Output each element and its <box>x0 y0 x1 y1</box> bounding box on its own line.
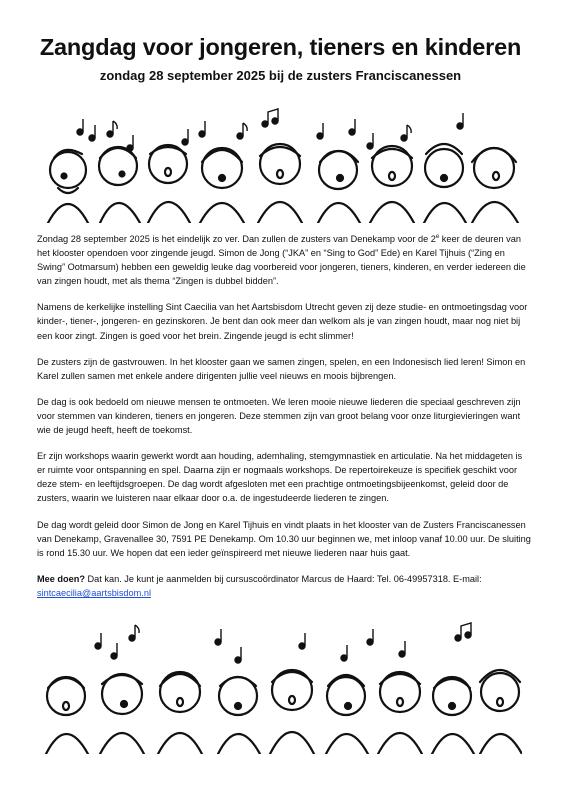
paragraph-intro-b: keer de deuren van het klooster opendoen voor zingende jeugd. Simon de Jong (“JKA” en “Sing to God” Ede) en Karel Tijhuis (“Zing en Swing” Ootmarsum) hebben een geweldig leuke dag voorbereid voor jongeren, tieners, kinderen, en verder iedereen die van zingen houdt, met als thema “Zingen is dubbel bidden”. <box>37 234 526 287</box>
singing-child-illustration <box>100 674 144 754</box>
singing-child-illustration <box>48 150 88 223</box>
ordinal-superscript: e <box>435 233 440 240</box>
singing-child-illustration <box>46 677 88 754</box>
page-subtitle: zondag 28 september 2025 bij de zusters Franciscanessen <box>99 68 462 83</box>
body-text <box>37 232 531 612</box>
music-note-icon <box>199 121 205 137</box>
singing-child-illustration <box>378 672 422 754</box>
music-note-icon <box>455 623 471 641</box>
email-link[interactable]: sintcaecilia@aartsbisdom.nl <box>37 587 152 598</box>
paragraph-hosts: De zusters zijn de gastvrouwen. In het klooster gaan we samen zingen, spelen, en een Indonesisch lied leren! Simon en Karel zullen samen met enkele andere dirigenten jullie veel nieuws en moois bijbrengen. <box>37 356 526 381</box>
singing-child-illustration <box>258 144 302 223</box>
music-note-icon <box>89 125 95 141</box>
singing-child-illustration <box>270 670 314 754</box>
paragraph-location: De dag wordt geleid door Simon de Jong en Karel Tijhuis en vindt plaats in het klooster van de Zusters Franciscanessen van Denekamp, Gravenallee 30, 7591 PE Denekamp. Om 10.30 uur beginnen we, met inloop vanaf 10.00 uur. De sluiting is rond 15.30 uur. We hopen dat een ieder geïnspireerd met nieuwe liederen naar huis gaat. <box>37 519 531 558</box>
singing-children <box>48 144 518 223</box>
choir-illustration-bottom <box>40 622 522 754</box>
paragraph-organisers: Namens de kerkelijke instelling Sint Caecilia van het Aartsbisdom Utrecht geven zij deze studie- en ontmoetingsdag voor kinder-, tiener-, jongeren- en gezinskoren. Je bent dan ook meer dan welkom als je van zingen houdt, maar nog niet bij een koor zingt. Zingen is goed voor het brein. Zingende jeugd is echt slimmer! <box>37 302 528 341</box>
choir-illustration-top <box>40 108 522 223</box>
music-note-icon <box>317 123 323 139</box>
music-note-icon <box>299 633 305 649</box>
music-note-icon <box>77 119 83 135</box>
music-note-icon <box>367 629 373 645</box>
signup-label: Mee doen? <box>37 573 85 584</box>
paragraph-intro <box>37 232 531 288</box>
singing-child-illustration <box>99 147 140 223</box>
music-note-icon <box>367 133 373 149</box>
music-note-icon <box>95 633 101 649</box>
page-title: Zangdag voor jongeren, tieners en kinderen <box>39 34 522 60</box>
paragraph-workshops: Er zijn workshops waarin gewerkt wordt aan houding, ademhaling, stemgymnastiek en articulatie. Na het middageten is er ruimte voor ontspanning en spel. Daarna zijn er nogmaals workshops. De repertoirekeuze is specifiek geschikt voor deze stem- en leeftijdsgroepen. De dag wordt afgesloten met een prachtige ontmoetingsbijeenkomst, geleid door de zusters, waarin we luisteren naar elkaar door o.a. de ingestudeerde liederen te zingen. <box>37 451 523 504</box>
singing-child-illustration <box>432 677 474 754</box>
paragraph-purpose: De dag is ook bedoeld om nieuwe mensen te ontmoeten. We leren mooie nieuwe liederen die speciaal geschreven zijn voor stemmen van kinderen, tieners en jongeren. Deze stemmen zijn van groot belang voor onze liturgievieringen want wie de jeugd heeft, heeft de toekomst. <box>37 396 521 436</box>
singing-children <box>46 670 522 754</box>
singing-child-illustration <box>200 148 244 223</box>
singing-child-illustration <box>158 672 202 754</box>
music-note-icon <box>401 125 411 141</box>
singing-child-illustration <box>218 677 260 754</box>
singing-child-illustration <box>370 146 414 223</box>
singing-child-illustration <box>472 148 518 223</box>
music-note-icon <box>235 647 241 663</box>
music-notes <box>95 623 471 663</box>
singing-child-illustration <box>148 145 190 223</box>
paragraph-signup <box>37 572 531 600</box>
music-note-icon <box>349 119 355 135</box>
music-note-icon <box>262 109 278 127</box>
singing-child-illustration <box>326 675 368 754</box>
signup-text: Dat kan. Je kunt je aanmelden bij cursuscoördinator Marcus de Haard: Tel. 06-49957318. E-mail: <box>84 573 482 584</box>
music-note-icon <box>107 121 117 137</box>
music-note-icon <box>111 643 117 659</box>
music-note-icon <box>215 629 221 645</box>
paragraph-intro-a: Zondag 28 september 2025 is het eindelijk zo ver. Dan zullen de zusters van Denekamp voor de 2 <box>37 234 436 244</box>
singing-child-illustration <box>318 151 360 223</box>
music-note-icon <box>341 645 347 661</box>
music-note-icon <box>182 129 188 145</box>
singing-child-illustration <box>424 144 466 223</box>
music-note-icon <box>399 641 405 657</box>
music-note-icon <box>129 625 139 641</box>
music-note-icon <box>237 123 247 139</box>
music-notes <box>77 109 463 151</box>
music-note-icon <box>457 113 463 129</box>
singing-child-illustration <box>480 670 522 754</box>
